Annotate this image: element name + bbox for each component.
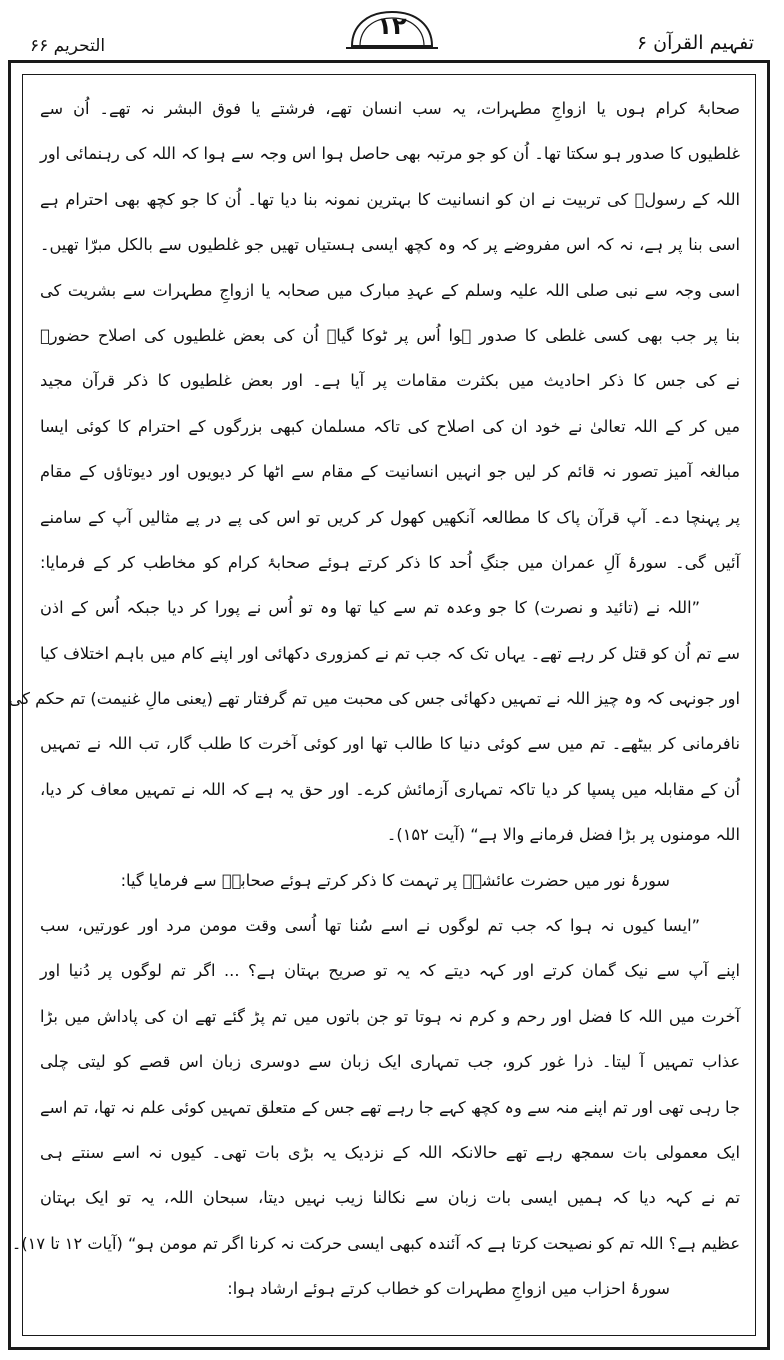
text-line: اللہ کے رسولؐ کی تربیت نے ان کو انسانیت کا بہترین نمونہ بنا دیا تھا۔ اُن کا جو کچھ بھی احترام ہے xyxy=(40,189,740,209)
page-number: ۱۲ xyxy=(377,12,407,40)
quote-line: سے تم اُن کو قتل کر رہے تھے۔ یہاں تک کہ جب تم نے کمزوری دکھائی اور اپنے کام میں باہم اختلاف کیا xyxy=(40,643,740,663)
quote-line: اور جونہی کہ وہ چیز اللہ نے تمہیں دکھائی جس کی محبت میں تم گرفتار تھے (یعنی مالِ غنیمت) تم حکم کی xyxy=(8,689,740,709)
text-line: سورۂ احزاب میں ازواجِ مطہرات کو خطاب کرتے ہوئے ارشاد ہوا: xyxy=(227,1279,670,1299)
text-line: پر پہنچا دے۔ آپ قرآن پاک کا مطالعہ آنکھیں کھول کر کریں تو اس کی پے در پے مثالیں آپ کے سامنے xyxy=(40,507,740,527)
quote-line: ”ایسا کیوں نہ ہوا کہ جب تم لوگوں نے اسے سُنا تھا اُسی وقت مومن مرد اور عورتیں، سب xyxy=(40,916,700,936)
book-title: تفہیم القرآن ۶ xyxy=(636,32,754,54)
text-line: میں کر کے اللہ تعالیٰ نے خود ان کی اصلاح کی تاکہ مسلمان کبھی بزرگوں کے احترام کا کوئی ایسا xyxy=(40,416,740,436)
text-line: سورۂ نور میں حضرت عائشہؓ پر تہمت کا ذکر کرتے ہوئے صحابہؓ سے فرمایا گیا: xyxy=(120,870,670,890)
body-text xyxy=(8,86,740,1326)
text-line: صحابۂ کرام ہوں یا ازواجِ مطہرات، یہ سب انسان تھے، فرشتے یا فوق البشر نہ تھے۔ اُن سے xyxy=(40,99,740,118)
quote-line: ایک معمولی بات سمجھ رہے تھے حالانکہ اللہ کے نزدیک یہ بڑی بات تھی۔ کیوں نہ اسے سنتے ہی xyxy=(40,1142,740,1162)
quote-line: آخرت میں اللہ کا فضل اور رحم و کرم نہ ہوتا تو جن باتوں میں تم پڑ گئے تھے ان کی پاداش میں بڑا xyxy=(40,1006,740,1026)
surah-reference: التحریم ۶۶ xyxy=(30,36,106,56)
quote-line: اُن کے مقابلہ میں پسپا کر دیا تاکہ تمہاری آزمائش کرے۔ اور حق یہ ہے کہ اللہ نے تمہیں معاف کر دیا، xyxy=(40,779,740,799)
quote-line: عذاب تمہیں آ لیتا۔ ذرا غور کرو، جب تمہاری ایک زبان سے دوسری زبان اس قصے کو لیتی چلی xyxy=(40,1052,740,1072)
text-line: نے کی جس کا ذکر احادیث میں بکثرت مقامات پر آیا ہے۔ اور بعض غلطیوں کا ذکر قرآن مجید xyxy=(40,371,740,391)
text-line: اسی بنا پر ہے، نہ کہ اس مفروضے پر کہ وہ کچھ ایسی ہستیاں تھیں جو غلطیوں سے بالکل مبرّا تھیں۔ xyxy=(40,235,740,255)
quote-line: نافرمانی کر بیٹھے۔ تم میں سے کوئی دنیا کا طالب تھا اور کوئی آخرت کا طلب گار، تب اللہ نے تمہیں xyxy=(40,734,740,754)
quote-line: عظیم ہے؟ اللہ تم کو نصیحت کرتا ہے کہ آئندہ کبھی ایسی حرکت نہ کرنا اگر تم مومن ہو“ (آیات ۱۲ تا ۱۷)۔ xyxy=(11,1233,740,1253)
text-line: غلطیوں کا صدور ہو سکتا تھا۔ اُن کو جو مرتبہ بھی حاصل ہوا اس وجہ سے ہوا کہ اللہ کی رہنمائی اور xyxy=(40,144,740,164)
quote-line: اپنے آپ سے نیک گمان کرتے اور کہہ دیتے کہ یہ تو صریح بہتان ہے؟ ... اگر تم لوگوں پر دُنیا اور xyxy=(40,961,740,981)
text-line: اسی وجہ سے نبی صلی اللہ علیہ وسلم کے عہدِ مبارک میں صحابہ یا ازواجِ مطہرات سے بشریت کی xyxy=(40,280,740,300)
text-line: بنا پر جب بھی کسی غلطی کا صدور ہوا اُس پر ٹوکا گیا۔ اُن کی بعض غلطیوں کی اصلاح حضورؐ xyxy=(40,325,740,345)
text-line: آئیں گی۔ سورۂ آلِ عمران میں جنگِ اُحد کا ذکر کرتے ہوئے صحابۂ کرام کو مخاطب کر کے فرمایا: xyxy=(40,552,740,572)
quote-line: تم نے کہہ دیا کہ ہمیں ایسی بات زبان سے نکالنا زیب نہیں دیتا، سبحان اللہ، یہ تو ایک بہتان xyxy=(40,1188,740,1208)
quote-line: ”اللہ نے (تائید و نصرت) کا جو وعدہ تم سے کیا تھا وہ تو اُس نے پورا کر دیا جبکہ اُس کے اذن xyxy=(40,598,700,618)
quote-line: جا رہی تھی اور تم اپنے منہ سے وہ کچھ کہے جا رہے تھے جس کے متعلق تمہیں کوئی علم نہ تھا، تم اسے xyxy=(40,1097,740,1117)
text-line: مبالغہ آمیز تصور نہ قائم کر لیں جو انہیں انسانیت کے مقام سے اٹھا کر دیویوں اور دیوتاؤں کے مقام xyxy=(40,462,740,482)
quote-line: اللہ مومنوں پر بڑا فضل فرمانے والا ہے“ (آیت ۱۵۲)۔ xyxy=(386,825,740,845)
